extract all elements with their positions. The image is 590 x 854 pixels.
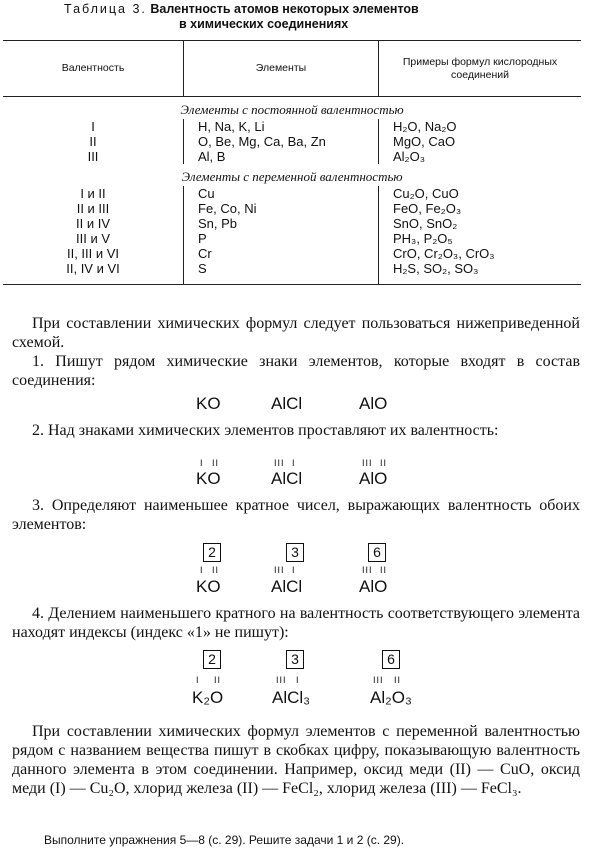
cell-formulas: Al₂O₃	[379, 149, 582, 164]
formula-alcl: AlCl	[271, 394, 303, 413]
valence-table	[3, 40, 581, 285]
step4-paragraph: 4. Делением наименьшего кратного на валентность соответствующего элемента находят индексы (индекс «1» не пишут):	[12, 605, 580, 641]
cell-formulas: SnO, SnO₂	[379, 216, 582, 231]
formula-alo: AlO	[359, 577, 388, 596]
cell-valence: I и II	[80, 186, 106, 201]
formula-row-lcm	[0, 577, 590, 597]
cell-valence: II	[89, 134, 97, 149]
cell-formulas: CrO, Cr₂O₃, CrO₃	[379, 246, 582, 261]
cell-valence: II и III	[76, 201, 110, 216]
table-row	[3, 149, 581, 164]
cell-valence: III	[87, 149, 99, 164]
step1-paragraph: 1. Пишут рядом химические знаки элементов, которые входят в состав соединения:	[12, 353, 580, 389]
lcm-box: 2	[203, 543, 221, 562]
valence-o: II	[214, 675, 222, 685]
valence-o: II	[212, 565, 220, 575]
valence-o: II	[212, 458, 220, 468]
cell-formulas: PH₃, P₂O₅	[379, 231, 582, 246]
cell-elements: H, Na, K, Li	[184, 119, 379, 134]
outro-paragraph: При составлении химических формул элементов с переменной валентностью рядом с названием вещества пишут в скобках цифру, показывающую валентность данного элемента в этом соединении. Например, оксид меди (II) — CuO, оксид меди (I) — Cu₂O, хлорид железа (II) — FeCl₂, хлорид железа (III) — FeCl₃.	[12, 723, 580, 797]
cell-elements: Cu	[184, 186, 379, 201]
cell-elements: Al, B	[184, 149, 379, 164]
cell-formulas: H₂S, SO₂, SO₃	[379, 261, 582, 276]
group-variable-row	[3, 164, 581, 186]
table-row	[3, 246, 581, 261]
formula-alo: AlO	[359, 469, 388, 488]
formula-ko: KO	[196, 394, 221, 413]
cell-formulas: MgO, CaO	[379, 134, 582, 149]
valence-k: I	[200, 458, 204, 468]
valence-al: III	[274, 565, 285, 575]
valence-cl: I	[292, 565, 296, 575]
table-row	[3, 216, 581, 231]
valence-o: II	[380, 565, 388, 575]
valence-k: I	[200, 565, 204, 575]
table-row	[3, 186, 581, 201]
cell-elements: P	[184, 231, 379, 246]
lcm-box: 3	[286, 650, 304, 669]
step2-paragraph: 2. Над знаками химических элементов проставляют их валентность:	[32, 422, 499, 439]
group-constant-row	[3, 97, 581, 120]
formula-row-valence	[0, 469, 590, 489]
cell-valence: II, IV и VI	[66, 261, 120, 276]
table-title-line2: в химических соединениях	[179, 17, 349, 31]
valence-al: III	[373, 675, 384, 685]
table-row	[3, 134, 581, 149]
valence-cl: I	[292, 458, 296, 468]
cell-elements: Cr	[184, 246, 379, 261]
cell-valence: II, III и VI	[66, 246, 120, 261]
formula-alo: AlO	[359, 394, 388, 413]
table-title-line1: Валентность атомов некоторых элементов	[150, 2, 419, 16]
group-constant-title: Элементы с постоянной валентностью	[180, 102, 404, 117]
cell-valence: II и IV	[76, 216, 110, 231]
valence-al: III	[362, 565, 373, 575]
step3-paragraph: 3. Определяют наименьшее кратное чисел, выражающих валентность обоих элементов:	[12, 497, 580, 533]
valence-al: III	[362, 458, 373, 468]
formula-ko: KO	[196, 577, 221, 596]
intro-paragraph: При составлении химических формул следует пользоваться нижеприведенной схемой.	[12, 315, 580, 351]
cell-valence: I	[91, 119, 95, 134]
table-row	[3, 231, 581, 246]
valence-row-3	[0, 675, 590, 687]
formula-k2o: K₂O	[192, 688, 224, 707]
valence-k: I	[196, 675, 200, 685]
formula-alcl: AlCl	[271, 469, 303, 488]
table-row	[3, 201, 581, 216]
lcm-box: 6	[368, 543, 386, 562]
cell-elements: Fe, Co, Ni	[184, 201, 379, 216]
table-label: Таблица 3.	[64, 2, 147, 16]
valence-al: III	[274, 458, 285, 468]
valence-al: III	[276, 675, 287, 685]
valence-cl: I	[296, 675, 300, 685]
cell-formulas: Cu₂O, CuO	[379, 186, 582, 201]
formula-alcl3: AlCl₃	[272, 688, 311, 707]
group-variable-title: Элементы с переменной валентностью	[181, 169, 403, 184]
footer-note: Выполните упражнения 5—8 (с. 29). Решите задачи 1 и 2 (с. 29).	[44, 833, 405, 847]
table-row	[3, 119, 581, 134]
cell-elements: S	[184, 261, 379, 276]
cell-elements: Sn, Pb	[184, 216, 379, 231]
table-row	[3, 261, 581, 276]
cell-elements: O, Be, Mg, Ca, Ba, Zn	[184, 134, 379, 149]
header-examples: Примеры формул кислородных соединений	[379, 41, 582, 97]
lcm-box: 2	[203, 650, 221, 669]
formula-al2o3: Al₂O₃	[370, 688, 412, 707]
header-valence: Валентность	[3, 41, 184, 97]
formula-alcl: AlCl	[271, 577, 303, 596]
valence-o: II	[394, 675, 402, 685]
valence-row-2	[0, 565, 590, 577]
lcm-box: 3	[286, 543, 304, 562]
header-elements: Элементы	[184, 41, 379, 97]
formula-row-plain	[0, 394, 590, 414]
cell-valence: III и V	[76, 231, 110, 246]
lcm-box: 6	[382, 650, 400, 669]
cell-formulas: FeO, Fe₂O₃	[379, 201, 582, 216]
cell-formulas: H₂O, Na₂O	[379, 119, 582, 134]
formula-row-final	[0, 688, 590, 708]
table-header-row	[3, 41, 581, 97]
table-bottom-row	[3, 276, 581, 285]
table-caption	[64, 2, 419, 32]
valence-o: II	[380, 458, 388, 468]
formula-ko: KO	[196, 469, 221, 488]
